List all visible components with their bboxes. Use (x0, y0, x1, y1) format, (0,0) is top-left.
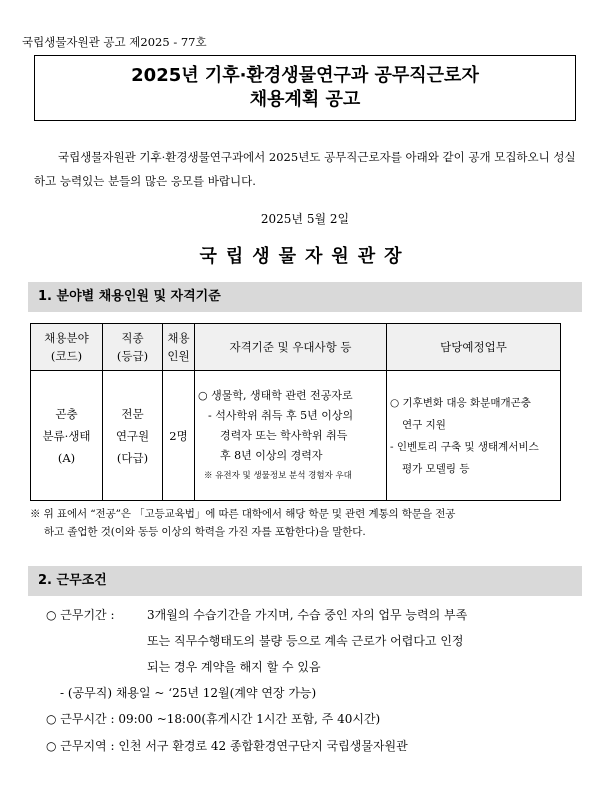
section2-title: 2. 근무조건 (38, 573, 107, 588)
col-header-field: 채용분야 (코드) (31, 324, 103, 371)
section1-title: 1. 분야별 채용인원 및 자격기준 (38, 289, 221, 304)
work-period-line4: - (공무직) 채용일 ~ ‘25년 12월(계약 연장 가능) (60, 686, 317, 700)
issuer-name: 국립생물자원관장 (199, 246, 411, 267)
cell-qualification: ○ 생물학, 생태학 관련 전공자로 - 석사학위 취득 후 5년 이상의 경력자 또는 학사학위 취득 후 8년 이상의 경력자 ※ 유전자 및 생물정보 분석 경험자 우대 (195, 371, 387, 501)
section2-header (28, 566, 582, 596)
notice-date: 2025년 5월 2일 (260, 212, 350, 226)
table-footnote: ※ 위 표에서 “전공”은 「고등교육법」에 따른 대학에서 해당 학문 및 관련 계통의 학문을 전공 하고 졸업한 것(이와 동등 이상의 학력을 가진 자를 포함한다)을 말한다. (30, 508, 456, 538)
table-row (31, 371, 561, 501)
col-header-grade: 직종 (등급) (103, 324, 163, 371)
cell-field: 곤충 분류·생태 (A) (31, 371, 103, 501)
cell-duty: ○ 기후변화 대응 화분매개곤충 연구 지원 - 인벤토리 구축 및 생태계서비스 평가 모델링 등 (387, 371, 561, 501)
work-location: ○ 근무지역 : 인천 서구 환경로 42 종합환경연구단지 국립생물자원관 (46, 739, 408, 753)
document-title-line2: 채용계획 공고 (249, 89, 361, 110)
title-box (34, 55, 576, 121)
recruitment-table (30, 323, 561, 501)
intro-paragraph: 국립생물자원관 기후·환경생물연구과에서 2025년도 공무직근로자를 아래와 같이 공개 모집하오니 성실하고 능력있는 분들의 많은 응모를 바랍니다. (34, 150, 576, 188)
work-period-line1: 3개월의 수습기간을 가지며, 수습 중인 자의 업무 능력의 부족 (147, 608, 468, 622)
notice-number: 국립생물자원관 공고 제2025 - 77호 (22, 35, 207, 49)
col-header-qualification: 자격기준 및 우대사항 등 (195, 324, 387, 371)
table-header-row (31, 324, 561, 371)
cell-grade: 전문 연구원 (다급) (103, 371, 163, 501)
work-period-label: ○ 근무기간 : (46, 608, 115, 622)
work-period-line3: 되는 경우 계약을 해지 할 수 있음 (147, 660, 321, 674)
col-header-duty: 담당예정업무 (387, 324, 561, 371)
work-period-line2: 또는 직무수행태도의 불량 등으로 계속 근로가 어렵다고 인정 (147, 634, 464, 648)
cell-count: 2명 (163, 371, 195, 501)
work-hours: ○ 근무시간 : 09:00 ~18:00(휴게시간 1시간 포함, 주 40시간) (46, 712, 381, 726)
section1-header (28, 282, 582, 312)
document-title-line1: 2025년 기후·환경생물연구과 공무직근로자 (131, 65, 479, 86)
col-header-count: 채용 인원 (163, 324, 195, 371)
